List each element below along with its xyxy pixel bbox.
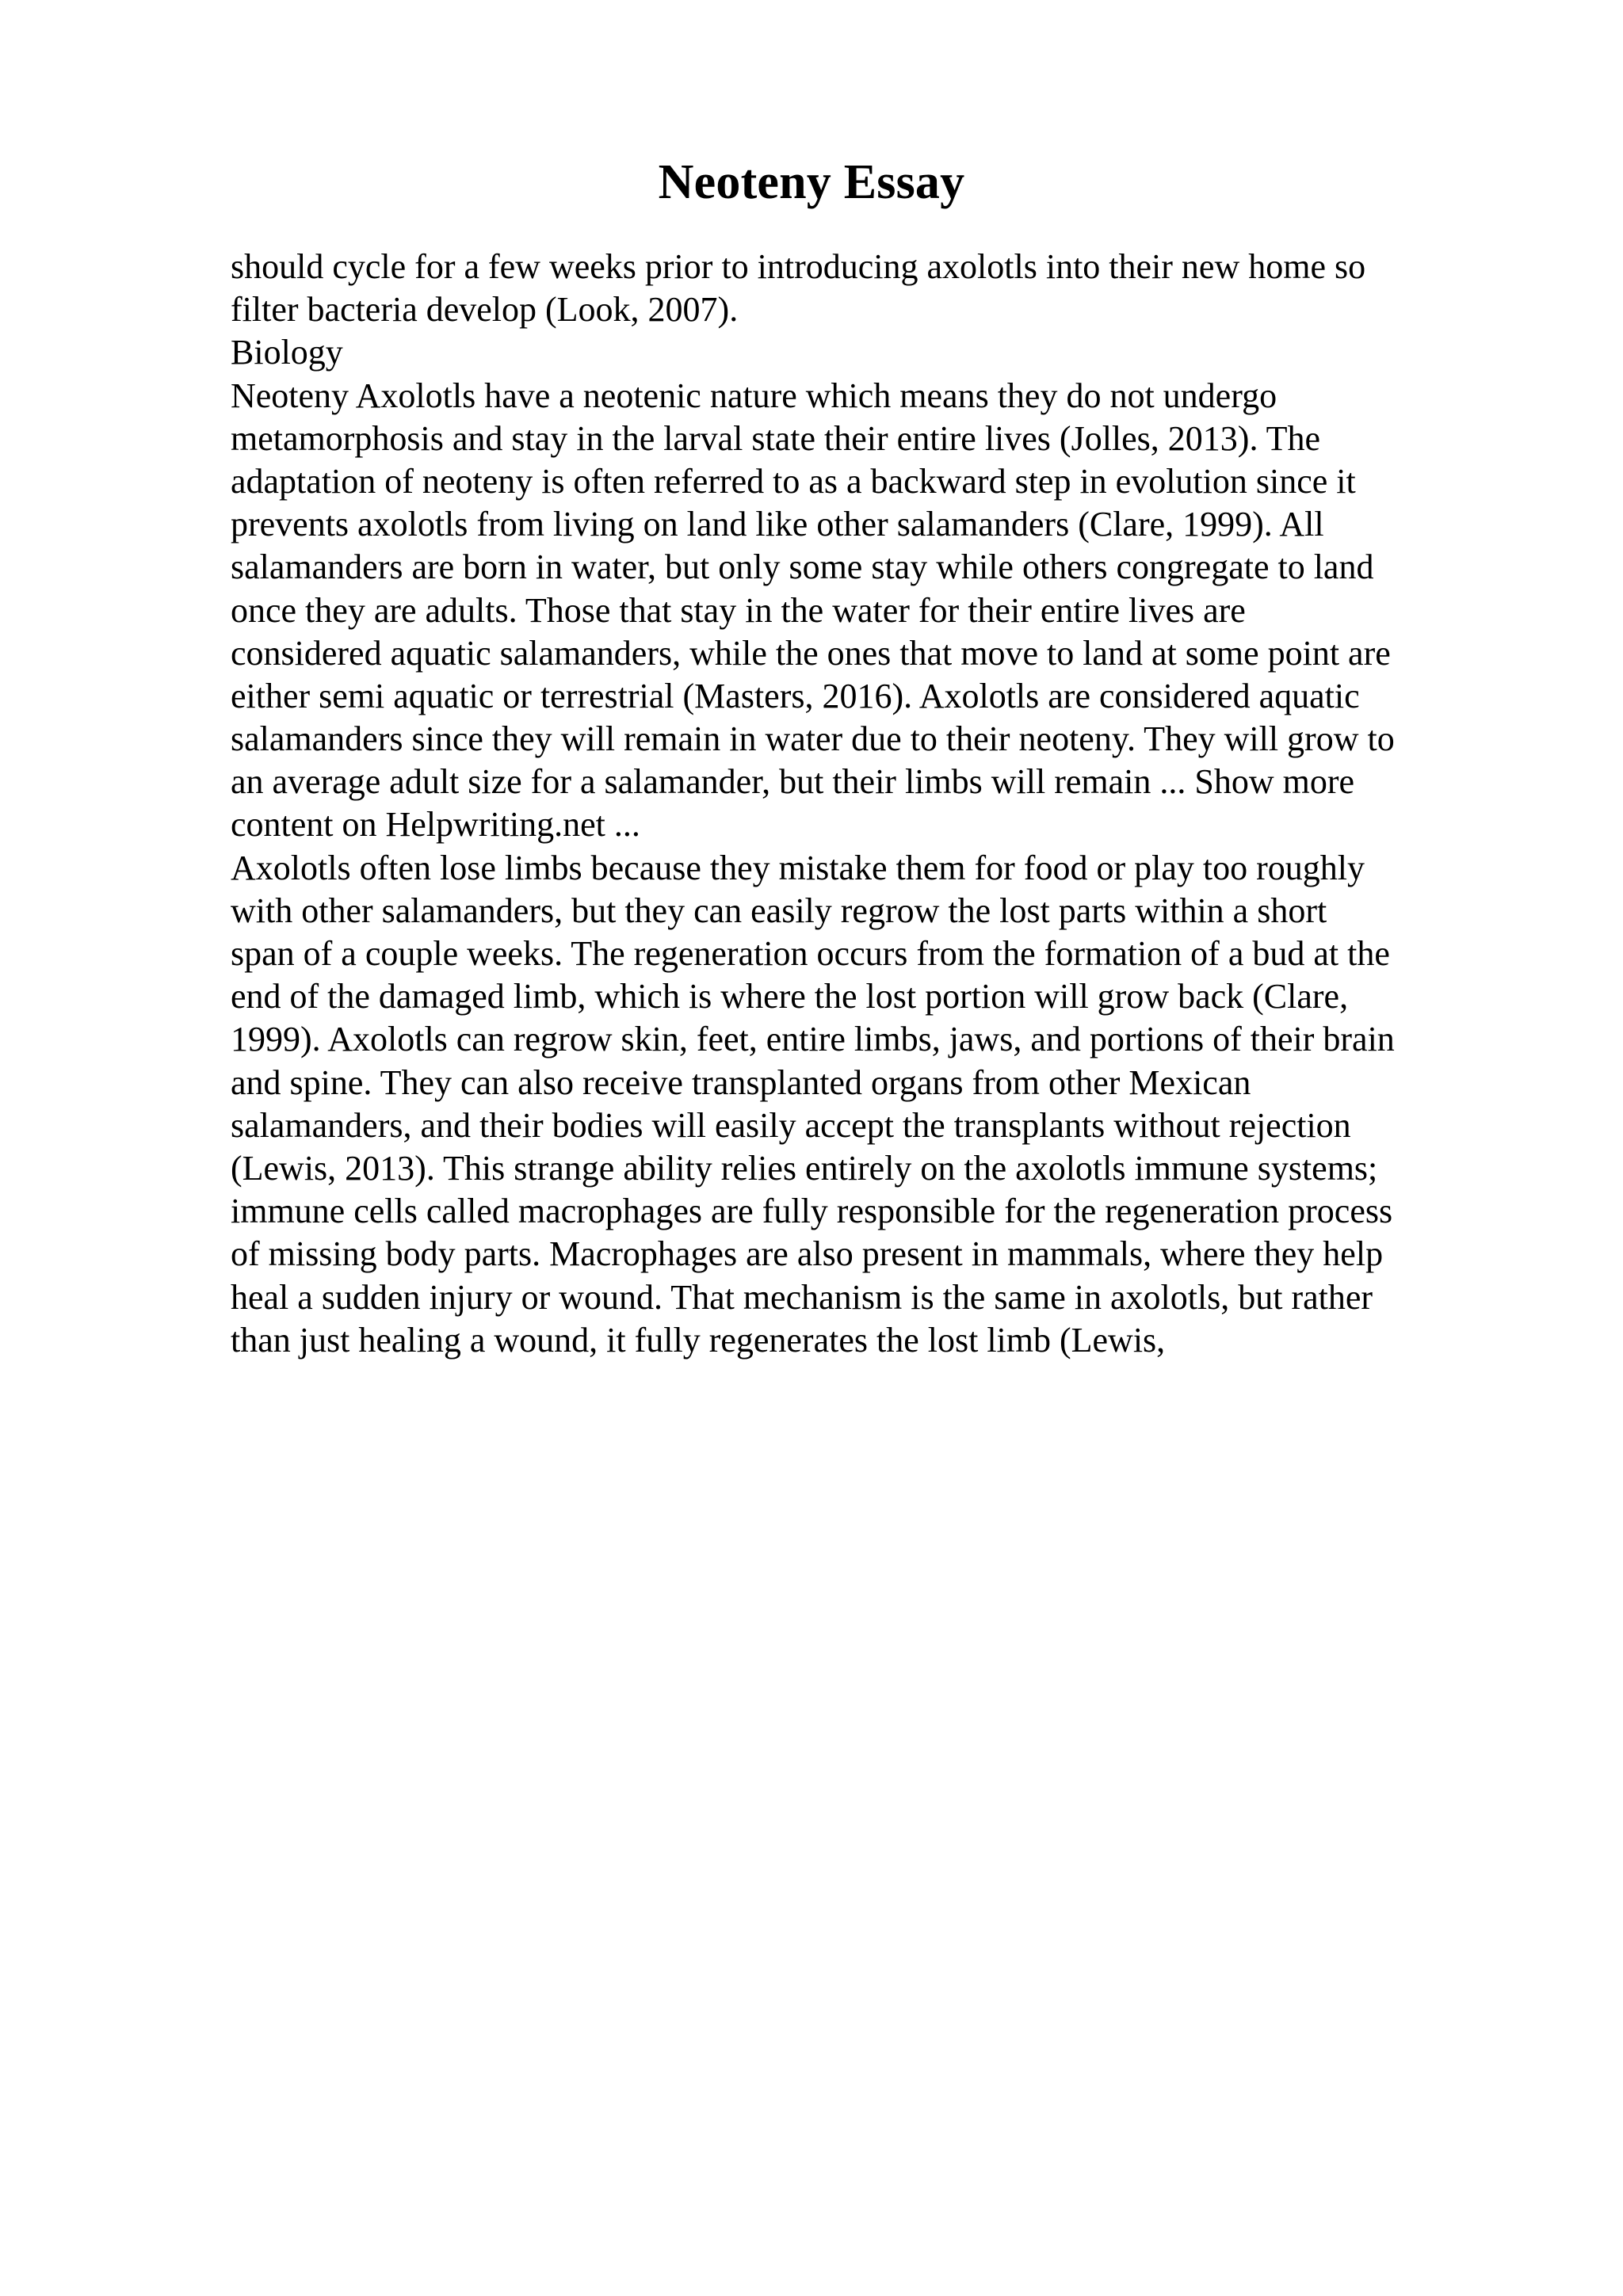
- text-line: content on Helpwriting.net ...: [231, 805, 640, 845]
- text-line: of missing body parts. Macrophages are also present in mammals, where they help: [231, 1234, 1384, 1274]
- section-heading: Biology: [231, 333, 343, 372]
- text-line: should cycle for a few weeks prior to introducing axolotls into their new home so: [231, 247, 1366, 286]
- document-title: Neoteny Essay: [658, 155, 965, 209]
- text-line: end of the damaged limb, which is where the lost portion will grow back (Clare,: [231, 977, 1349, 1016]
- text-line: considered aquatic salamanders, while the ones that move to land at some point are: [231, 633, 1391, 673]
- text-line: Neoteny Axolotls have a neotenic nature which means they do not undergo: [231, 376, 1277, 415]
- text-line: filter bacteria develop (Look, 2007).: [231, 290, 739, 330]
- text-line: (Lewis, 2013). This strange ability relies entirely on the axolotls immune systems;: [231, 1148, 1378, 1188]
- text-line: heal a sudden injury or wound. That mechanism is the same in axolotls, but rather: [231, 1277, 1373, 1317]
- text-line: and spine. They can also receive transplanted organs from other Mexican: [231, 1062, 1251, 1102]
- text-line: Axolotls often lose limbs because they mistake them for food or play too roughly: [231, 848, 1365, 887]
- text-line: salamanders, and their bodies will easily accept the transplants without rejection: [231, 1105, 1351, 1145]
- text-line: metamorphosis and stay in the larval state their entire lives (Jolles, 2013). The: [231, 418, 1321, 458]
- text-line: 1999). Axolotls can regrow skin, feet, entire limbs, jaws, and portions of their brain: [231, 1020, 1395, 1059]
- text-line: immune cells called macrophages are fully responsible for the regeneration process: [231, 1192, 1393, 1231]
- text-line: with other salamanders, but they can easily regrow the lost parts within a short: [231, 891, 1327, 930]
- text-line: either semi aquatic or terrestrial (Masters, 2016). Axolotls are considered aquatic: [231, 676, 1360, 715]
- text-line: once they are adults. Those that stay in the water for their entire lives are: [231, 590, 1246, 630]
- text-line: prevents axolotls from living on land like other salamanders (Clare, 1999). All: [231, 505, 1324, 544]
- text-line: span of a couple weeks. The regeneration occurs from the formation of a bud at the: [231, 934, 1390, 973]
- document-body: [231, 246, 1499, 1362]
- text-line: than just healing a wound, it fully regenerates the lost limb (Lewis,: [231, 1320, 1166, 1360]
- text-line: an average adult size for a salamander, but their limbs will remain ... Show more: [231, 762, 1355, 802]
- text-line: salamanders since they will remain in water due to their neoteny. They will grow to: [231, 719, 1395, 759]
- text-line: salamanders are born in water, but only some stay while others congregate to land: [231, 547, 1374, 587]
- text-line: adaptation of neoteny is often referred to as a backward step in evolution since it: [231, 461, 1356, 501]
